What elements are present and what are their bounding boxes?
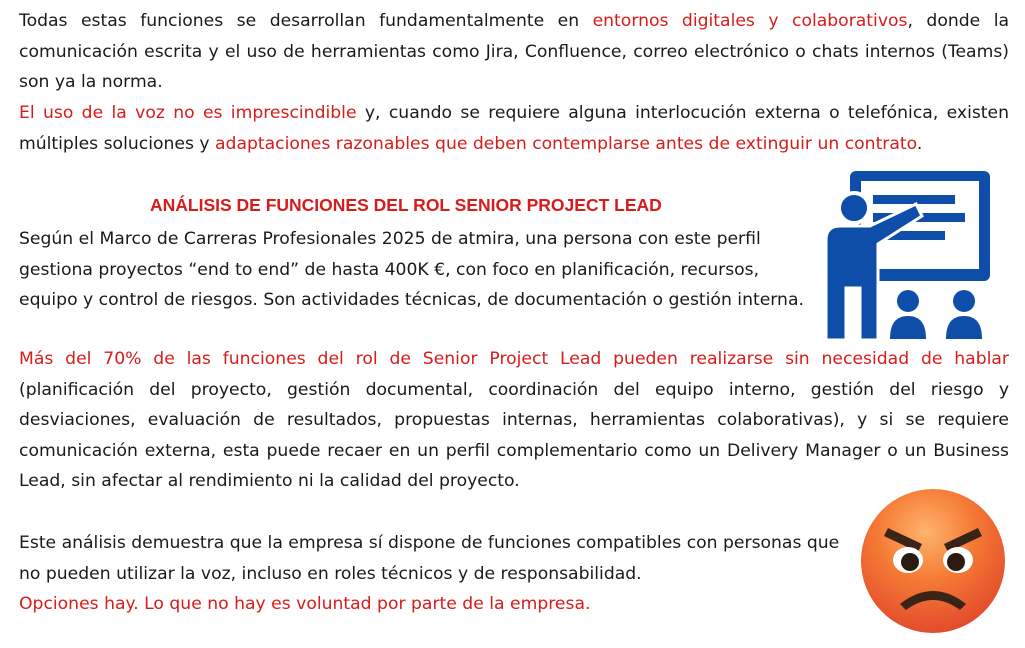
paragraph-digital-environments xyxy=(19,6,1009,98)
highlight-70-percent: Más del 70% de las funciones del rol de Senior Project Lead pueden realizarse sin necesidad de hablar xyxy=(19,349,1009,369)
text-line: Según el Marco de Carreras Profesionales 2025 de atmira, una persona con este perfil xyxy=(19,229,761,249)
highlight-digital-environments: entornos digitales y colaborativos xyxy=(592,11,908,31)
text-line: no pueden utilizar la voz, incluso en roles técnicos y de responsabilidad. xyxy=(19,563,642,584)
text-line: equipo y control de riesgos. Son actividades técnicas, de documentación o gestión interna. xyxy=(19,290,804,310)
angry-face-icon xyxy=(858,486,1008,636)
text: y, cuando se requiere alguna interlocución externa o telefónica, existen múltiples soluciones y xyxy=(19,103,1009,154)
presentation-teacher-icon xyxy=(818,168,993,340)
closing-statement: Opciones hay. Lo que no hay es voluntad por parte de la empresa. xyxy=(19,594,591,614)
paragraph-functions-analysis xyxy=(19,344,1009,497)
section-heading: ANÁLISIS DE FUNCIONES DEL ROL SENIOR PROJECT LEAD xyxy=(150,195,662,215)
paragraph-voice-not-essential xyxy=(19,98,1009,159)
text: . xyxy=(916,133,923,154)
highlight-voice-not-essential: El uso de la voz no es imprescindible xyxy=(19,103,357,123)
text-line: Este análisis demuestra que la empresa sí dispone de funciones compatibles con personas que xyxy=(19,533,840,553)
paragraph-conclusion xyxy=(19,528,849,589)
text: (planificación del proyecto, gestión documental, coordinación del equipo interno, gestión del riesgo y desviaciones, evaluación de resultados, propuestas internas, herramientas colaborativas), y si se requiere comunicación externa, esta puede recaer en un perfil complementario como un Delivery Manager o un Business Lead, sin afectar al rendimiento ni la calidad del proyecto. xyxy=(19,379,1009,491)
paragraph-career-framework xyxy=(19,224,819,316)
text-line: gestiona proyectos “end to end” de hasta 400K €, con foco en planificación, recursos, xyxy=(19,259,760,280)
text: , donde la comunicación escrita y el uso de herramientas como Jira, Confluence, correo electrónico o chats internos (Teams) son ya la norma. xyxy=(19,11,1010,92)
text: Todas estas funciones se desarrollan fundamentalmente en xyxy=(19,11,593,31)
highlight-reasonable-adaptations: adaptaciones razonables que deben contemplarse antes de extinguir un contrato xyxy=(215,133,917,154)
